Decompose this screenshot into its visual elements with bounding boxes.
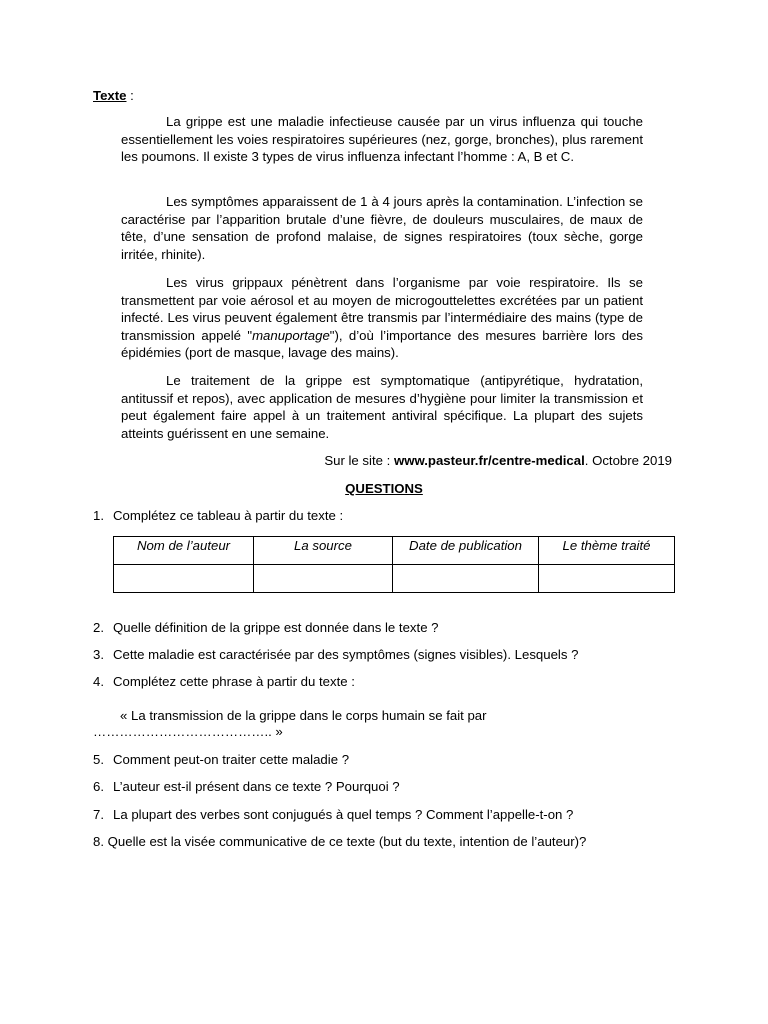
header-author: Nom de l’auteur bbox=[114, 537, 254, 565]
question-text: Complétez ce tableau à partir du texte : bbox=[113, 508, 344, 523]
header-source: La source bbox=[254, 537, 393, 565]
source-citation bbox=[324, 452, 672, 470]
quote-blank: ………………………………….. » bbox=[93, 724, 283, 739]
source-prefix: Sur le site : bbox=[324, 453, 394, 468]
quote-line: « La transmission de la grippe dans le corps humain se fait par bbox=[120, 708, 487, 723]
answer-cell-theme[interactable] bbox=[539, 565, 675, 593]
question-2 bbox=[93, 619, 439, 637]
table-answer-row bbox=[114, 565, 675, 593]
paragraph-2: Les symptômes apparaissent de 1 à 4 jours après la contamination. L’infection se caractérise par l’apparition brutale d’une fièvre, de douleurs musculaires, de maux de tête, d’une sensation de profond malaise, de signes respiratoires (toux sèche, gorge irritée, rhinite). bbox=[121, 194, 643, 262]
question-5 bbox=[93, 751, 349, 769]
question-text: Quelle est la visée communicative de ce texte (but du texte, intention de l’auteur)? bbox=[107, 834, 587, 849]
paragraph-3-italic: manuportage bbox=[252, 327, 330, 343]
table-header-row bbox=[114, 537, 675, 565]
heading-label: Texte bbox=[93, 88, 127, 103]
header-theme: Le thème traité bbox=[539, 537, 675, 565]
question-text: Cette maladie est caractérisée par des symptômes (signes visibles). Lesquels ? bbox=[113, 647, 579, 662]
question-number: 3. bbox=[93, 647, 104, 662]
question-text: Comment peut-on traiter cette maladie ? bbox=[113, 752, 350, 767]
question-4 bbox=[93, 673, 355, 691]
heading-colon: : bbox=[126, 88, 134, 103]
answer-cell-author[interactable] bbox=[114, 565, 254, 593]
question-number: 4. bbox=[93, 674, 104, 689]
info-table bbox=[113, 536, 675, 593]
question-number: 5. bbox=[93, 752, 104, 767]
question-number: 1. bbox=[93, 508, 104, 523]
question-number: 6. bbox=[93, 779, 104, 794]
section-heading bbox=[93, 87, 134, 105]
paragraph-1: La grippe est une maladie infectieuse causée par un virus influenza qui touche essentiellement les voies respiratoires supérieures (nez, gorge, bronches), plus rarement les poumons. Il existe 3 types de virus influenza infectant l’homme : A, B et C. bbox=[121, 114, 643, 164]
header-date: Date de publication bbox=[393, 537, 539, 565]
source-date: . Octobre 2019 bbox=[584, 453, 672, 468]
paragraph-3 bbox=[121, 274, 643, 362]
question-8 bbox=[93, 833, 586, 851]
question-number: 2. bbox=[93, 620, 104, 635]
questions-title: QUESTIONS bbox=[345, 481, 423, 496]
question-text: Complétez cette phrase à partir du texte : bbox=[113, 674, 355, 689]
paragraph-3-part1: Les virus grippaux pénètrent dans l’organisme par voie respiratoire. Ils se transmettent par voie aérosol et au moyen de microgouttelettes excrétées par un patient infecté. Les virus peuvent également être transmis par l’intermédiaire des mains (type de transmission appelé " bbox=[121, 275, 643, 343]
question-text: La plupart des verbes sont conjugués à quel temps ? Comment l’appelle-t-on ? bbox=[113, 807, 574, 822]
paragraph-4: Le traitement de la grippe est symptomatique (antipyrétique, hydratation, antitussif et repos), avec application de mesures d’hygiène pour limiter la transmission et peut également faire appel à un traitement antiviral spécifique. La plupart des sujets atteints guérissent en une semaine. bbox=[121, 373, 643, 441]
question-3 bbox=[93, 646, 578, 664]
question-text: L’auteur est-il présent dans ce texte ? Pourquoi ? bbox=[113, 779, 400, 794]
answer-cell-date[interactable] bbox=[393, 565, 539, 593]
source-site: www.pasteur.fr/centre-medical bbox=[393, 453, 585, 468]
answer-cell-source[interactable] bbox=[254, 565, 393, 593]
question-1 bbox=[93, 507, 343, 525]
question-number: 7. bbox=[93, 807, 104, 822]
question-text: Quelle définition de la grippe est donnée dans le texte ? bbox=[113, 620, 439, 635]
question-number: 8. bbox=[93, 834, 104, 849]
question-6 bbox=[93, 778, 400, 796]
paragraph-3-part2: "), d’où l’importance des mesures barrière lors des épidémies (port de masque, lavage des mains). bbox=[121, 327, 643, 360]
question-7 bbox=[93, 806, 573, 824]
